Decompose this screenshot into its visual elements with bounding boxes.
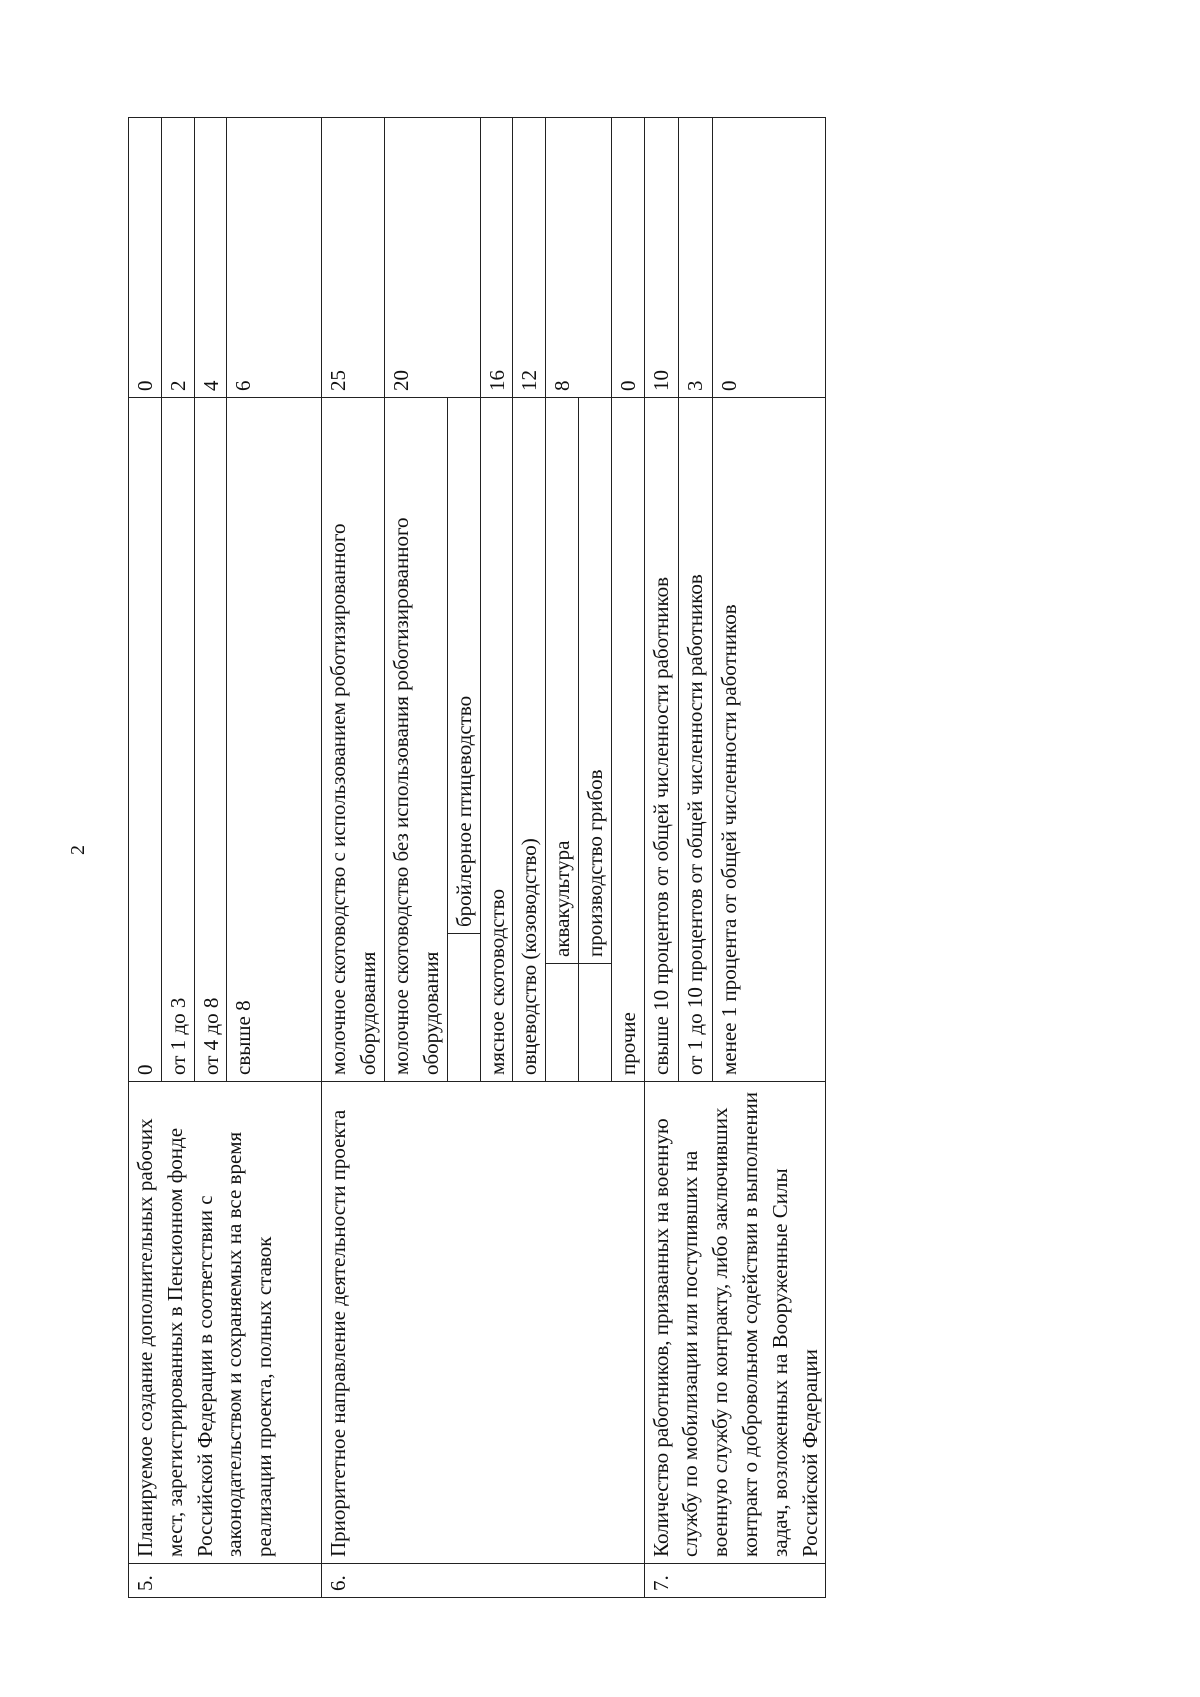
table-row bbox=[129, 117, 162, 1597]
score-cell: 4 bbox=[194, 117, 227, 397]
option-cell: аквакультура bbox=[546, 397, 579, 963]
option-cell: свыше 8 bbox=[227, 397, 322, 1081]
option-spacer bbox=[546, 964, 579, 1082]
table-row bbox=[644, 117, 678, 1597]
option-cell: прочие bbox=[611, 397, 644, 1081]
score-cell: 2 bbox=[161, 117, 194, 397]
option-spacer bbox=[447, 934, 480, 1082]
criterion-cell: Планируемое создание дополнительных рабочих мест, зарегистрированных в Пенсионном фонде Российской Федерации в соответствии с законодательством и сохраняемых на все время реализации проекта, полных ставок bbox=[129, 1082, 322, 1564]
criterion-cell: Приоритетное направление деятельности проекта bbox=[322, 1082, 644, 1564]
score-cell: 10 bbox=[644, 117, 678, 397]
row-number: 7. bbox=[644, 1564, 826, 1598]
table-row bbox=[322, 117, 385, 1597]
option-cell: овцеводство (козоводство) bbox=[513, 397, 546, 1081]
option-cell: производство грибов bbox=[578, 397, 611, 963]
option-cell: от 4 до 8 bbox=[194, 397, 227, 1081]
criterion-cell: Количество работников, призванных на военную службу по мобилизации или поступивших на военную службу по контракту, либо заключивших контракт о добровольном содействии в выполнении задач, возложенных на Вооруженные Силы Российской Федерации bbox=[644, 1082, 826, 1564]
row-number: 6. bbox=[322, 1564, 644, 1598]
option-cell: молочное скотоводство без использования роботизированного оборудования bbox=[385, 397, 448, 1081]
option-cell: бройлерное птицеводство bbox=[447, 397, 480, 933]
option-cell: 0 bbox=[129, 397, 162, 1081]
score-cell: 16 bbox=[480, 117, 513, 397]
score-cell: 12 bbox=[513, 117, 546, 397]
option-cell: молочное скотоводство с использованием роботизированного оборудования bbox=[322, 397, 385, 1081]
criteria-table bbox=[128, 117, 826, 1598]
score-cell: 8 bbox=[546, 117, 612, 397]
score-cell: 0 bbox=[611, 117, 644, 397]
score-cell: 3 bbox=[679, 117, 713, 397]
option-cell: от 1 до 10 процентов от общей численности работников bbox=[679, 397, 713, 1081]
score-cell: 25 bbox=[322, 117, 385, 397]
option-cell: мясное скотоводство bbox=[480, 397, 513, 1081]
score-cell: 20 bbox=[385, 117, 480, 397]
option-cell: свыше 10 процентов от общей численности работников bbox=[644, 397, 678, 1081]
score-cell: 0 bbox=[713, 117, 826, 397]
option-spacer bbox=[578, 964, 611, 1082]
page-number: 2 bbox=[67, 845, 89, 855]
row-number: 5. bbox=[129, 1564, 322, 1598]
score-cell: 0 bbox=[129, 117, 162, 397]
criteria-table-rotated bbox=[128, 118, 828, 1598]
option-cell: менее 1 процента от общей численности работников bbox=[713, 397, 826, 1081]
score-cell: 6 bbox=[227, 117, 322, 397]
option-cell: от 1 до 3 bbox=[161, 397, 194, 1081]
